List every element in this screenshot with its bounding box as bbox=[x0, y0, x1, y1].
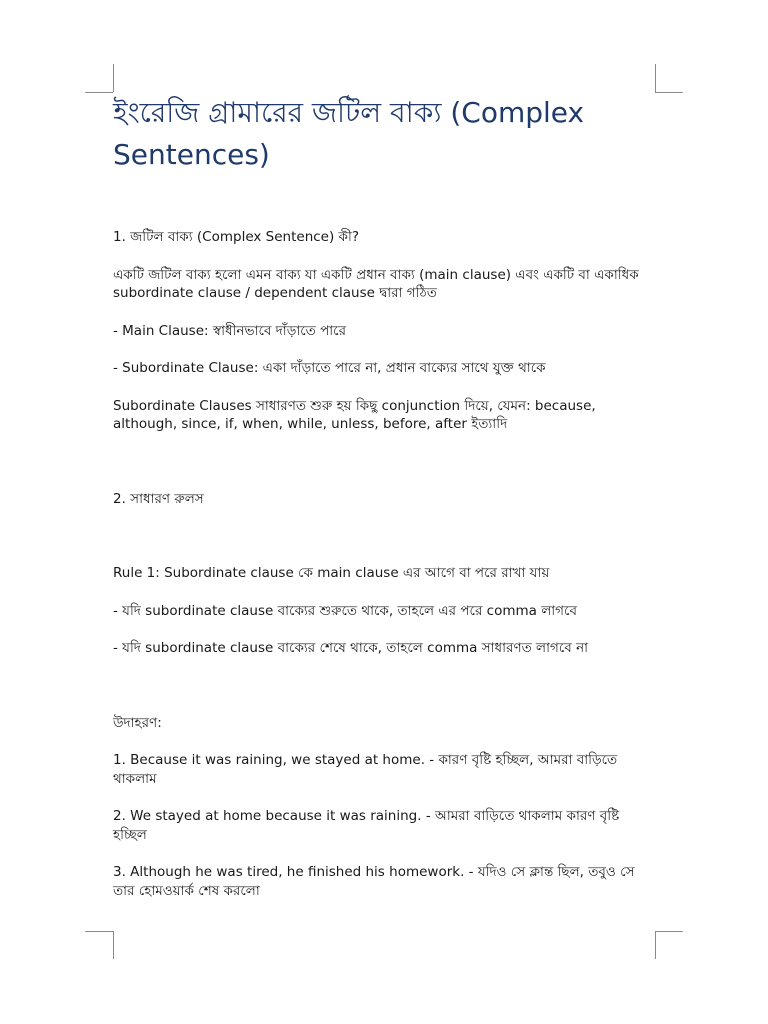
page-title: ইংরেজি গ্রামারের জটিল বাক্য (Complex Sentences) bbox=[113, 96, 585, 171]
crop-mark-bottom-left-vertical bbox=[113, 931, 114, 959]
section-1-heading: 1. জটিল বাক্য (Complex Sentence) কী? bbox=[113, 229, 360, 245]
complex-sentence-definition: একটি জটিল বাক্য হলো এমন বাক্য যা একটি প্রধান বাক্য (main clause) এবং একটি বা একাধিক subordinate clause / dependent clause দ্বারা গঠিত bbox=[113, 266, 639, 301]
crop-mark-bottom-right-vertical bbox=[655, 931, 656, 959]
crop-mark-top-right-vertical bbox=[655, 64, 656, 92]
section-2-heading: 2. সাধারণ রুলস bbox=[113, 490, 204, 507]
crop-mark-top-left-vertical bbox=[113, 64, 114, 92]
crop-mark-top-left-horizontal bbox=[85, 92, 113, 93]
crop-mark-bottom-right-horizontal bbox=[655, 931, 683, 932]
crop-mark-bottom-left-horizontal bbox=[85, 931, 113, 932]
rule-1-start-note: - যদি subordinate clause বাক্যের শুরুতে থাকে, তাহলে এর পরে comma লাগবে bbox=[113, 602, 577, 619]
example-2: 2. We stayed at home because it was raining. - আমরা বাড়িতে থাকলাম কারণ বৃষ্টি হচ্ছিল bbox=[113, 808, 620, 843]
example-1: 1. Because it was raining, we stayed at home. - কারণ বৃষ্টি হচ্ছিল, আমরা বাড়িতে থাকলাম bbox=[113, 752, 618, 787]
rule-1-end-note: - যদি subordinate clause বাক্যের শেষে থাকে, তাহলে comma সাধারণত লাগবে না bbox=[113, 640, 589, 656]
example-3: 3. Although he was tired, he finished his homework. - যদিও সে ক্লান্ত ছিল, তবুও সে তার হোমওয়ার্ক শেষ করলো bbox=[113, 864, 635, 899]
subordinate-clause-note: - Subordinate Clause: একা দাঁড়াতে পারে না, প্রধান বাক্যের সাথে যুক্ত থাকে bbox=[113, 360, 546, 376]
examples-heading: উদাহরণ: bbox=[113, 714, 162, 731]
conjunction-note: Subordinate Clauses সাধারণত শুরু হয় কিছু conjunction দিয়ে, যেমন: because, although, since, if, when, while, unless, before, after ইত্যাদি bbox=[113, 397, 596, 432]
rule-1: Rule 1: Subordinate clause কে main clause এর আগে বা পরে রাখা যায় bbox=[113, 565, 550, 581]
document-body bbox=[113, 228, 653, 900]
crop-mark-top-right-horizontal bbox=[655, 92, 683, 93]
main-clause-note: - Main Clause: স্বাধীনভাবে দাঁড়াতে পারে bbox=[113, 322, 347, 339]
